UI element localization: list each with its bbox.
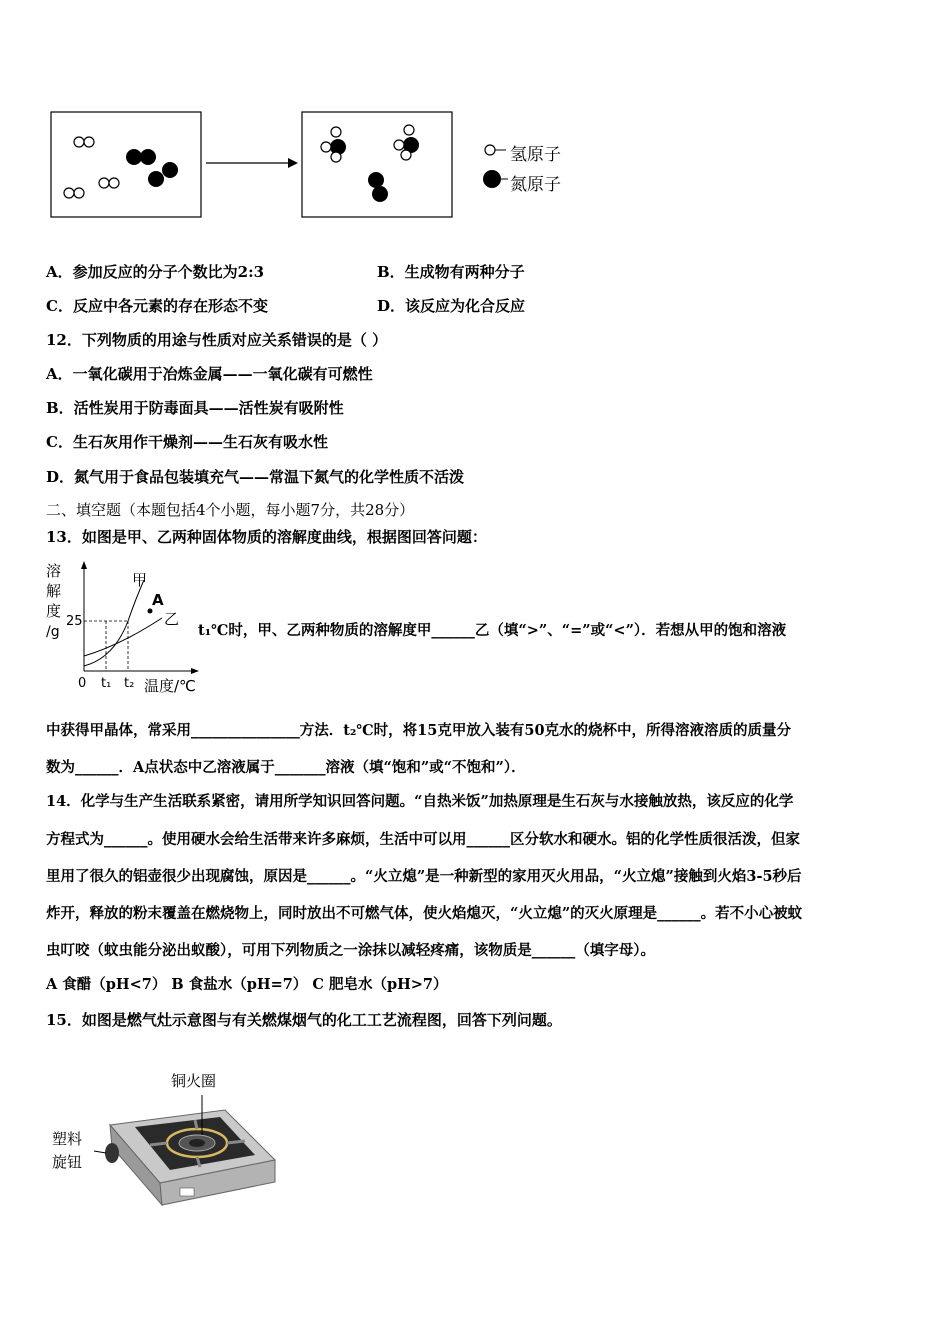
label-plastic: 塑料 — [52, 1130, 83, 1148]
q12-option-b: B．活性炭用于防毒面具——活性炭有吸附性 — [46, 399, 344, 417]
n2-molecule — [148, 162, 178, 187]
point-label-a: A — [152, 591, 164, 609]
n2-molecule — [368, 172, 388, 202]
label-knob: 旋钮 — [52, 1153, 83, 1171]
q12-stem: 12．下列物质的用途与性质对应关系错误的是（ ） — [46, 331, 388, 349]
q12-option-c: C．生石灰用作干燥剂——生石灰有吸水性 — [46, 433, 328, 451]
origin-label: 0 — [78, 676, 87, 691]
nitrogen-legend-icon — [483, 170, 501, 188]
h2-molecule — [99, 178, 119, 188]
legend-hydrogen-label: 氢原子 — [510, 145, 561, 165]
q13-line-3: 数为______．A点状态中乙溶液属于_______溶液（填“饱和”或“不饱和”）． — [46, 759, 526, 776]
x-tick-t2: t₂ — [124, 676, 135, 691]
q13-line-2: 中获得甲晶体，常采用_______________方法．t₂℃时，将15克甲放入装有50克水的烧杯中，所得溶液溶质的质量分 — [46, 722, 792, 739]
q13-stem: 13．如图是甲、乙两种固体物质的溶解度曲线，根据图回答问题： — [46, 528, 487, 546]
section-heading: 二、填空题（本题包括4个小题，每小题7分，共28分） — [46, 501, 415, 519]
q13-line-1: t₁℃时，甲、乙两种物质的溶解度甲______乙（填“>”、“=”或“<”）．若想从甲的饱和溶液 — [198, 622, 787, 639]
x-tick-t1: t₁ — [101, 676, 112, 691]
hydrogen-legend-icon — [485, 145, 495, 155]
curve-label-jia: 甲 — [132, 571, 148, 589]
arrow-head — [288, 158, 298, 168]
q14-line-2: 方程式为______。使用硬水会给生活带来许多麻烦，生活中可以用______区分软水和硬水。铝的化学性质很活泼，但家 — [46, 831, 800, 848]
q11-option-b: B．生成物有两种分子 — [377, 263, 525, 281]
h2-molecule — [74, 137, 94, 147]
q14-line-5: 虫叮咬（蚊虫能分泌出蚁酸），可用下列物质之一涂抹以减轻疼痛，该物质是______（填字母）。 — [46, 942, 655, 959]
q12-option-a: A．一氧化碳用于冶炼金属——一氧化碳有可燃性 — [46, 365, 373, 383]
q11-option-d: D．该反应为化合反应 — [377, 297, 526, 315]
q15-stem: 15．如图是燃气灶示意图与有关燃煤烟气的化工工艺流程图，回答下列问题。 — [46, 1011, 562, 1029]
h2-molecule — [64, 188, 84, 198]
nh3-molecule — [394, 125, 419, 160]
gas-stove-figure — [50, 1065, 290, 1215]
q14-line-3: 里用了很久的铝壶很少出现腐蚀，原因是______。“火立熄”是一种新型的家用灭火用品，“火立熄”接触到火焰3-5秒后 — [46, 868, 802, 885]
q11-option-a: A．参加反应的分子个数比为2:3 — [46, 263, 265, 281]
y-axis-label-3: 度 — [46, 602, 62, 620]
nh3-molecule — [321, 127, 346, 162]
legend-nitrogen-label: 氮原子 — [510, 175, 561, 195]
reaction-diagram — [46, 105, 586, 225]
q11-option-c: C．反应中各元素的存在形态不变 — [46, 297, 268, 315]
y-axis-label-1: 溶 — [46, 562, 62, 580]
curve-yi — [84, 618, 162, 656]
q14-line-1: 14．化学与生产生活联系紧密，请用所学知识回答问题。“自热米饭”加热原理是生石灰与水接触放热，该反应的化学 — [46, 793, 794, 810]
curve-label-yi: 乙 — [164, 610, 180, 628]
point-a — [148, 609, 153, 614]
y-axis-label-4: /g — [46, 624, 60, 640]
q14-line-4: 炸开，释放的粉末覆盖在燃烧物上，同时放出不可燃气体，使火焰熄灭，“火立熄”的灭火原理是______。若不小心被蚊 — [46, 905, 803, 922]
y-axis-label-2: 解 — [46, 582, 62, 600]
y-tick-25: 25 — [66, 614, 83, 629]
solubility-graph — [44, 558, 204, 696]
x-axis-label: 温度/℃ — [144, 677, 196, 695]
label-copper-ring: 铜火圈 — [171, 1072, 217, 1090]
n2-molecule — [126, 149, 156, 165]
q14-options: A 食醋（pH<7） B 食盐水（pH=7） C 肥皂水（pH>7） — [46, 976, 448, 993]
q12-option-d: D．氮气用于食品包装填充气——常温下氮气的化学性质不活泼 — [46, 468, 465, 486]
